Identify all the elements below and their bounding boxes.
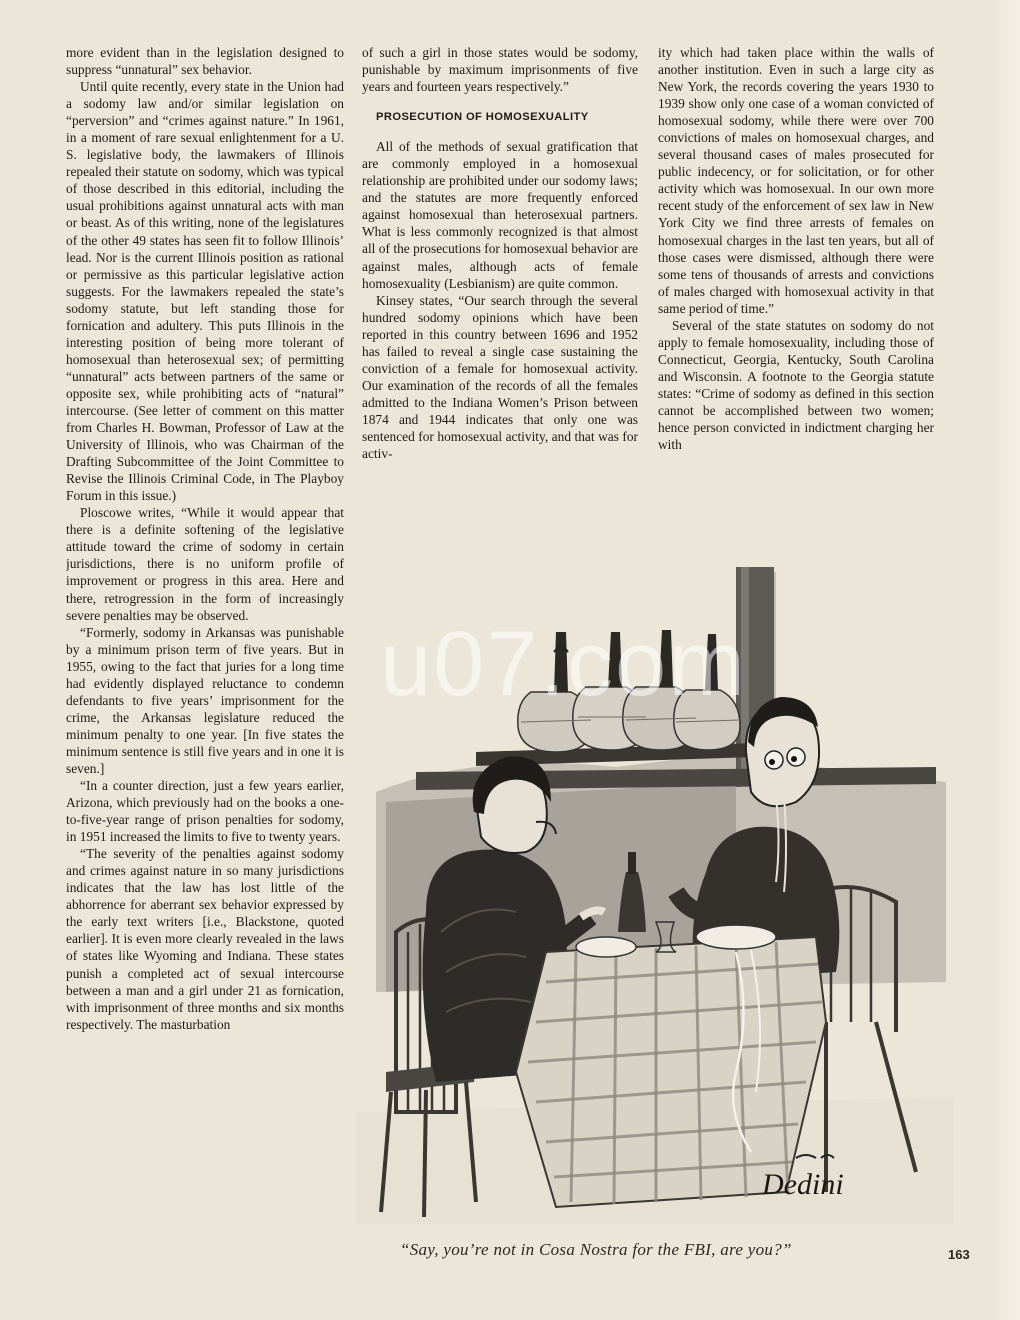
paragraph: “The severity of the penalties against sodomy and crimes against nature in so many jurisdictions indicates that the law has lost little of the abhorrence for aberrant sex behavior expressed by the early text writers [i.e., Blackstone, quoted earlier]. It is even more clearly revealed in the laws of states like Wyoming and Indiana. These states punish a completed act of sexual intercourse between a man and a girl under 21 as fornication, with imprisonment of three months and six months respectively. The masturbation [66, 846, 344, 1032]
section-heading: PROSECUTION OF HOMOSEXUALITY [376, 111, 589, 124]
paragraph: “Formerly, sodomy in Arkansas was punishable by a minimum prison term of five years. But in 1955, owing to the fact that juries for a long time had evidently displayed reluctance to condemn defendants to five years’ imprisonment for the crime, the Arkansas legislature reduced the minimum penalty to one year. [In five states the minimum sentence is still five years and in one it is seven.] [66, 624, 344, 776]
paragraph: Kinsey states, “Our search through the several hundred sodomy opinions which have been reported in this country between 1696 and 1952 has failed to reveal a single case sustaining the conviction of a female for homosexual activity. Our examination of the records of all the females admitted to the Indiana Women’s Prison between 1874 and 1944 indicates that only one was sentenced for homosexual activity, and that was for activ- [362, 292, 638, 462]
page-number: 163 [948, 1247, 970, 1262]
text-column-1 [66, 44, 344, 1259]
paragraph: more evident than in the legislation designed to suppress “unnatural” sex behavior. [66, 45, 344, 78]
paragraph: Several of the state statutes on sodomy do not apply to female homosexuality, including those of Connecticut, Georgia, Kentucky, South Carolina and Wisconsin. A footnote to the Georgia statute states: “Crime of sodomy as defined in this section cannot be accomplished between two women; hence person convicted in indictment charging her with [658, 317, 934, 453]
cartoon-caption: “Say, you’re not in Cosa Nostra for the FBI, are you?” [400, 1240, 792, 1259]
paragraph: All of the methods of sexual gratification that are commonly employed in a homosexual relationship are prohibited under our sodomy laws; and the statutes are more frequently enforced against homosexual than heterosexual partners. What is less commonly recognized is that almost all of the prosecutions for homosexual behavior are against males, although acts of female homosexuality (Lesbianism) are quite common. [362, 139, 638, 291]
artist-signature: Dedini [762, 1168, 844, 1201]
paragraph: “In a counter direction, just a few years earlier, Arizona, which previously had on the books a one-to-five-year range of prison penalties for sodomy, in 1951 increased the limits to five to twenty years. [66, 778, 344, 845]
cartoon-illustration [356, 552, 954, 1224]
paragraph: of such a girl in those states would be sodomy, punishable by maximum imprisonments of five years and fourteen years respectively.” [362, 45, 638, 95]
watermark-text: u07.com [380, 613, 747, 715]
paragraph: ity which had taken place within the walls of another institution. Even in such a large city as New York, the records covering the years 1930 to 1939 show only one case of a woman convicted of homosexual sodomy, while there were over 700 convictions of males on homosexual charges, and several thousand cases of males prosecuted for public indecency, or for solicitation, or for other activity which was homosexual. In our own more recent study of the enforcement of sex law in New York City we find three arrests of females on homosexual charges in the last ten years, but all of those cases were dismissed, although there were some tens of thousands of arrests and convictions of males charged with homosexual activity in that same period of time.” [658, 45, 934, 316]
paragraph: Until quite recently, every state in the Union had a sodomy law and/or similar legislation on “perversion” and “crimes against nature.” In 1961, in a moment of rare sexual enlightenment for a U. S. legislative body, the lawmakers of Illinois repealed their statute on sodomy, which was typical of those described in this editorial, including the usual prohibitions against unnatural acts with man or beast. As of this writing, none of the legislatures of the other 49 states has seen fit to follow Illinois’ lead. Nor is the current Illinois position as rational or permissive as this particular legislative action suggests. For the lawmakers repealed the state’s sodomy statute, but left standing those for fornication and adultery. This puts Illinois in the interesting position of being more tolerant of homosexual than heterosexual sex; of permitting “unnatural” acts between partners of the same or opposite sex, while prohibiting acts of “natural” intercourse. (See letter of comment on this matter from Charles H. Bowman, Professor of Law at the University of Illinois, who was Chairman of the Drafting Subcommittee of the Joint Committee to Revise the Illinois Criminal Code, in The Playboy Forum in this issue.) [66, 79, 344, 504]
text-column-3 [658, 44, 934, 544]
text-column-2 [362, 44, 638, 544]
paragraph: Ploscowe writes, “While it would appear that there is a definite softening of the legislative attitude toward the crime of sodomy in certain jurisdictions, there is no uniform profile of improvement or progress in this area. Here and there, retrogression in the form of increasingly severe penalties may be observed. [66, 505, 344, 623]
